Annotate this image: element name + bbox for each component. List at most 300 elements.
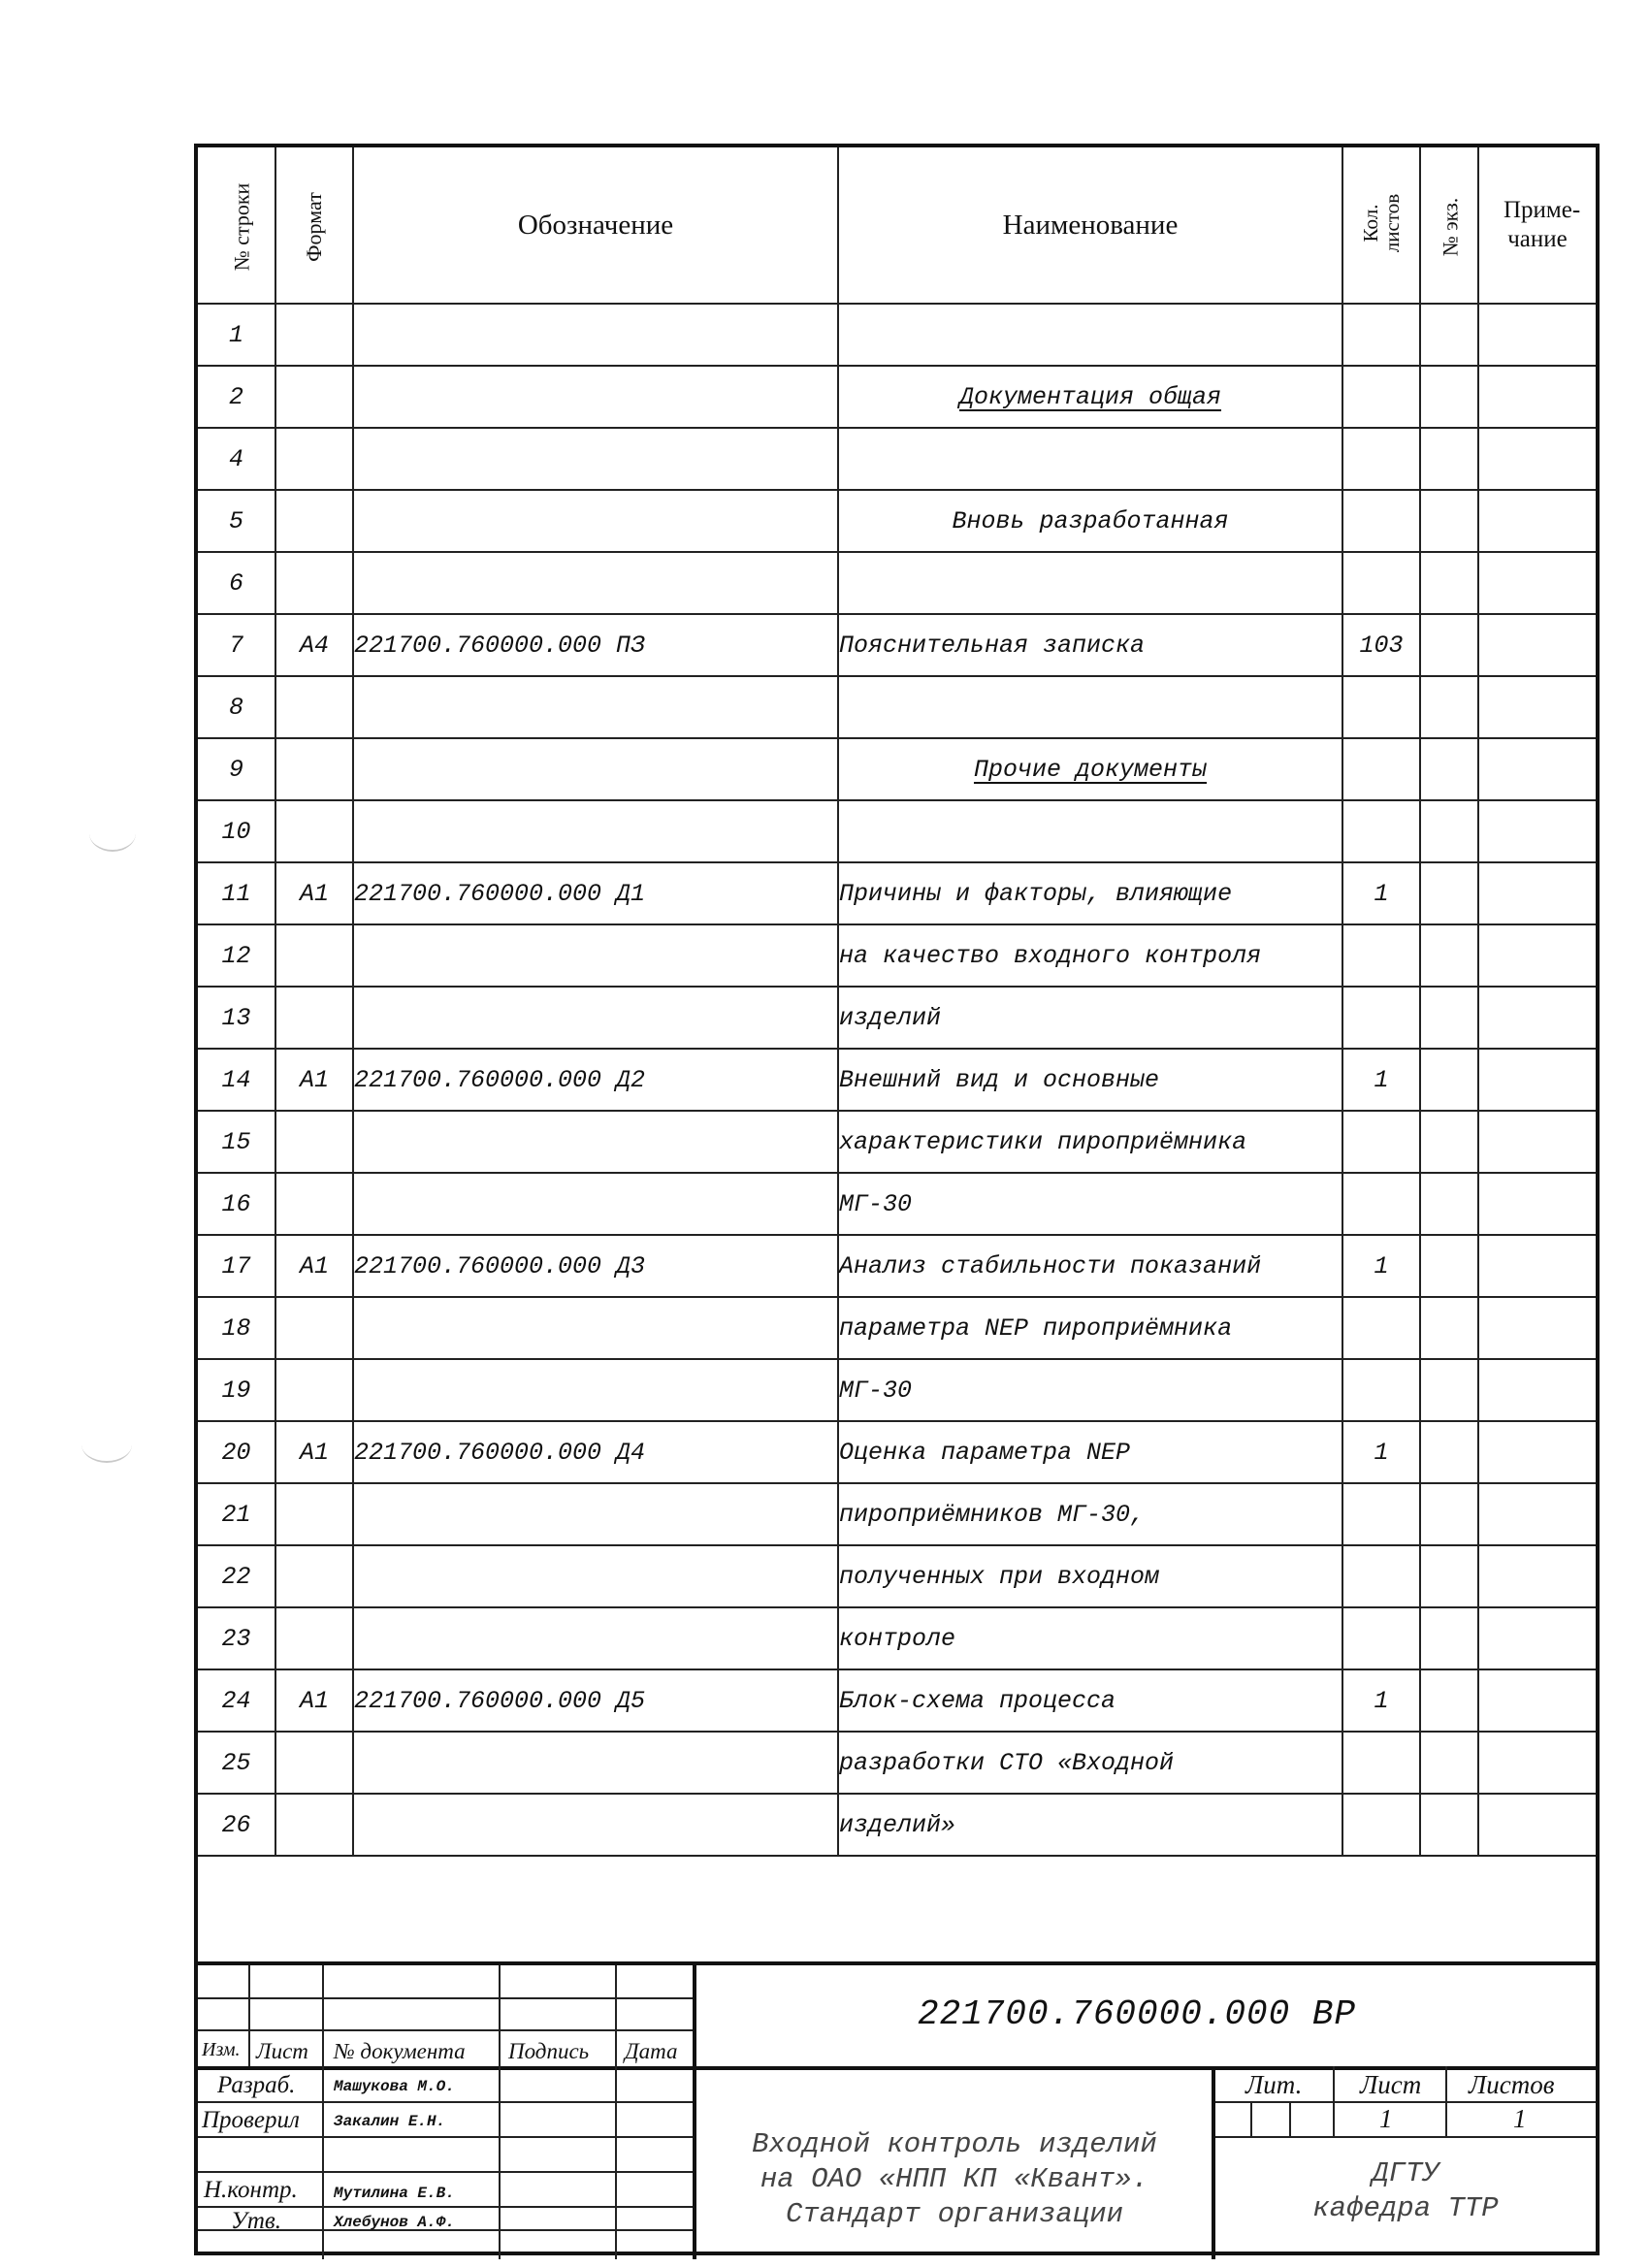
table-row xyxy=(198,800,1596,862)
copy-no-cell xyxy=(1420,366,1478,428)
designation-cell xyxy=(353,1359,838,1421)
note-cell xyxy=(1478,1297,1596,1359)
table-row xyxy=(198,1483,1596,1545)
row-number-cell xyxy=(198,490,275,552)
copy-no-cell xyxy=(1420,1297,1478,1359)
col-sign-label: Подпись xyxy=(508,2039,590,2063)
row-number-cell xyxy=(198,1297,275,1359)
format-cell xyxy=(275,738,353,800)
name-cell xyxy=(838,1732,1342,1794)
note-cell xyxy=(1478,1794,1596,1856)
name-text: Оценка параметра NEP xyxy=(839,1438,1131,1467)
row-number-text: 15 xyxy=(221,1127,251,1156)
format-cell xyxy=(275,1235,353,1297)
name-cell xyxy=(838,366,1342,428)
format-cell xyxy=(275,1545,353,1607)
row-number-cell xyxy=(198,1421,275,1483)
row-number-text: 25 xyxy=(221,1748,251,1777)
table-row xyxy=(198,987,1596,1049)
name-cell xyxy=(838,552,1342,614)
row-number-cell xyxy=(198,366,275,428)
copy-no-cell xyxy=(1420,1607,1478,1669)
sheet-count-text: 1 xyxy=(1374,879,1389,908)
name-cell xyxy=(838,1235,1342,1297)
designation-cell xyxy=(353,862,838,924)
format-text: А1 xyxy=(299,1438,329,1467)
note-cell xyxy=(1478,1607,1596,1669)
table-row xyxy=(198,428,1596,490)
designation-cell xyxy=(353,738,838,800)
row-number-cell xyxy=(198,1732,275,1794)
row-number-cell xyxy=(198,304,275,366)
prover-label: Проверил xyxy=(202,2107,300,2133)
name-text: параметра NEP пироприёмника xyxy=(839,1313,1233,1343)
designation-cell xyxy=(353,1607,838,1669)
designation-text: 221700.760000.000 ПЗ xyxy=(354,631,646,660)
row-number-cell xyxy=(198,1669,275,1732)
note-cell xyxy=(1478,924,1596,987)
designation-text: 221700.760000.000 Д5 xyxy=(354,1686,646,1715)
designation-cell xyxy=(353,924,838,987)
header-format: Формат xyxy=(275,147,353,304)
note-cell xyxy=(1478,304,1596,366)
row-number-text: 12 xyxy=(221,941,251,970)
table-row xyxy=(198,490,1596,552)
designation-text: 221700.760000.000 Д3 xyxy=(354,1251,646,1280)
sheet-count-cell xyxy=(1342,1669,1420,1732)
copy-no-cell xyxy=(1420,1421,1478,1483)
title-block xyxy=(198,1961,1596,2255)
row-number-text: 23 xyxy=(221,1624,251,1653)
copy-no-cell xyxy=(1420,1235,1478,1297)
row-number-text: 9 xyxy=(228,755,243,784)
designation-text: 221700.760000.000 Д2 xyxy=(354,1065,646,1094)
table-row xyxy=(198,1173,1596,1235)
copy-no-cell xyxy=(1420,1173,1478,1235)
format-cell xyxy=(275,676,353,738)
format-cell xyxy=(275,1794,353,1856)
sheet-count-cell xyxy=(1342,738,1420,800)
row-number-text: 22 xyxy=(221,1562,251,1591)
row-number-text: 26 xyxy=(221,1810,251,1839)
nkontr-name: Мутилина Е.В. xyxy=(334,2185,455,2202)
format-cell xyxy=(275,1297,353,1359)
name-text: Прочие документы xyxy=(973,755,1208,784)
designation-cell xyxy=(353,552,838,614)
sheet-count-cell xyxy=(1342,1173,1420,1235)
row-number-cell xyxy=(198,614,275,676)
format-cell xyxy=(275,304,353,366)
format-text: А1 xyxy=(299,1065,329,1094)
note-cell xyxy=(1478,1483,1596,1545)
note-cell xyxy=(1478,738,1596,800)
copy-no-cell xyxy=(1420,987,1478,1049)
sheet-count-cell xyxy=(1342,428,1420,490)
header-note: Приме- чание xyxy=(1478,147,1596,304)
copy-no-cell xyxy=(1420,614,1478,676)
note-cell xyxy=(1478,552,1596,614)
table-row xyxy=(198,1545,1596,1607)
format-cell xyxy=(275,490,353,552)
name-cell xyxy=(838,924,1342,987)
utv-label: Утв. xyxy=(231,2208,281,2234)
name-cell xyxy=(838,1049,1342,1111)
copy-no-cell xyxy=(1420,924,1478,987)
table-row xyxy=(198,1235,1596,1297)
name-cell xyxy=(838,1297,1342,1359)
sheet-value: 1 xyxy=(1379,2104,1393,2133)
sheet-count-cell xyxy=(1342,862,1420,924)
designation-cell xyxy=(353,1483,838,1545)
sheet-count-cell xyxy=(1342,1359,1420,1421)
name-cell xyxy=(838,862,1342,924)
row-number-text: 6 xyxy=(228,568,243,598)
row-number-cell xyxy=(198,552,275,614)
name-cell xyxy=(838,428,1342,490)
note-cell xyxy=(1478,676,1596,738)
sheet-count-cell xyxy=(1342,366,1420,428)
format-cell xyxy=(275,1483,353,1545)
name-cell xyxy=(838,1421,1342,1483)
designation-cell xyxy=(353,614,838,676)
name-cell xyxy=(838,1794,1342,1856)
row-number-text: 7 xyxy=(228,631,243,660)
note-cell xyxy=(1478,1359,1596,1421)
name-text: Пояснительная записка xyxy=(839,631,1146,660)
row-number-text: 1 xyxy=(228,320,243,349)
name-text: на качество входного контроля xyxy=(839,941,1262,970)
header-designation: Обозначение xyxy=(353,147,838,304)
format-cell xyxy=(275,428,353,490)
name-text: Внешний вид и основные xyxy=(839,1065,1160,1094)
sheet-count-text: 1 xyxy=(1374,1065,1389,1094)
row-number-text: 14 xyxy=(221,1065,251,1094)
table-row xyxy=(198,1359,1596,1421)
row-number-text: 5 xyxy=(228,506,243,535)
note-cell xyxy=(1478,1111,1596,1173)
row-number-cell xyxy=(198,1607,275,1669)
designation-cell xyxy=(353,304,838,366)
name-text: Причины и факторы, влияющие xyxy=(839,879,1233,908)
note-cell xyxy=(1478,1049,1596,1111)
format-cell xyxy=(275,924,353,987)
table-row xyxy=(198,552,1596,614)
sheet-count-text: 1 xyxy=(1374,1438,1389,1467)
copy-no-cell xyxy=(1420,1669,1478,1732)
name-cell xyxy=(838,490,1342,552)
name-text: МГ-30 xyxy=(839,1376,913,1405)
sheet-count-cell xyxy=(1342,1794,1420,1856)
col-izm-label: Изм. xyxy=(202,2039,241,2060)
format-cell xyxy=(275,987,353,1049)
prover-name: Закалин Е.Н. xyxy=(334,2113,446,2130)
header-row-no: № строки xyxy=(198,147,275,304)
sheet-count-cell xyxy=(1342,1111,1420,1173)
table-row xyxy=(198,614,1596,676)
row-number-cell xyxy=(198,924,275,987)
name-cell xyxy=(838,1359,1342,1421)
format-cell xyxy=(275,1607,353,1669)
sheet-count-cell xyxy=(1342,1049,1420,1111)
format-cell xyxy=(275,1173,353,1235)
name-text: Документация общая xyxy=(958,382,1222,411)
format-cell xyxy=(275,1669,353,1732)
note-cell xyxy=(1478,1235,1596,1297)
note-cell xyxy=(1478,862,1596,924)
punch-hole-mark xyxy=(89,815,136,852)
sheet-count-cell xyxy=(1342,1421,1420,1483)
row-number-cell xyxy=(198,1794,275,1856)
note-cell xyxy=(1478,1173,1596,1235)
designation-cell xyxy=(353,1732,838,1794)
designation-cell xyxy=(353,800,838,862)
row-number-text: 24 xyxy=(221,1686,251,1715)
name-text: изделий xyxy=(839,1003,942,1032)
table-row xyxy=(198,1732,1596,1794)
copy-no-cell xyxy=(1420,862,1478,924)
table-row xyxy=(198,676,1596,738)
name-cell xyxy=(838,800,1342,862)
name-cell xyxy=(838,1669,1342,1732)
designation-cell xyxy=(353,1421,838,1483)
designation-text: 221700.760000.000 Д4 xyxy=(354,1438,646,1467)
name-text: пироприёмников МГ-30, xyxy=(839,1500,1146,1529)
format-cell xyxy=(275,1111,353,1173)
row-number-cell xyxy=(198,1173,275,1235)
sheet-count-cell xyxy=(1342,1297,1420,1359)
lit-label: Лит. xyxy=(1245,2070,1303,2099)
copy-no-cell xyxy=(1420,1483,1478,1545)
note-cell xyxy=(1478,366,1596,428)
row-number-text: 20 xyxy=(221,1438,251,1467)
row-number-text: 11 xyxy=(221,879,251,908)
row-number-cell xyxy=(198,1111,275,1173)
note-cell xyxy=(1478,428,1596,490)
table-row xyxy=(198,1669,1596,1732)
designation-cell xyxy=(353,1794,838,1856)
sheet-count-cell xyxy=(1342,924,1420,987)
designation-cell xyxy=(353,1173,838,1235)
name-text: Вновь разработанная xyxy=(952,506,1229,535)
name-cell xyxy=(838,1173,1342,1235)
row-number-cell xyxy=(198,1545,275,1607)
copy-no-cell xyxy=(1420,490,1478,552)
name-cell xyxy=(838,1483,1342,1545)
sheet-count-cell xyxy=(1342,614,1420,676)
format-text: А1 xyxy=(299,879,329,908)
row-number-cell xyxy=(198,738,275,800)
row-number-text: 16 xyxy=(221,1189,251,1218)
designation-cell xyxy=(353,366,838,428)
row-number-cell xyxy=(198,800,275,862)
row-number-text: 13 xyxy=(221,1003,251,1032)
designation-cell xyxy=(353,1111,838,1173)
designation-cell xyxy=(353,1545,838,1607)
format-text: А1 xyxy=(299,1251,329,1280)
note-cell xyxy=(1478,1669,1596,1732)
sheet-count-cell xyxy=(1342,800,1420,862)
row-number-text: 21 xyxy=(221,1500,251,1529)
note-cell xyxy=(1478,800,1596,862)
format-cell xyxy=(275,366,353,428)
table-row xyxy=(198,366,1596,428)
copy-no-cell xyxy=(1420,1545,1478,1607)
copy-no-cell xyxy=(1420,1359,1478,1421)
name-text: разработки СТО «Входной xyxy=(839,1748,1175,1777)
format-cell xyxy=(275,1049,353,1111)
row-number-text: 8 xyxy=(228,693,243,722)
row-number-cell xyxy=(198,987,275,1049)
note-cell xyxy=(1478,1545,1596,1607)
copy-no-cell xyxy=(1420,800,1478,862)
row-number-text: 4 xyxy=(228,444,243,473)
designation-cell xyxy=(353,1297,838,1359)
row-number-cell xyxy=(198,676,275,738)
nkontr-label: Н.контр. xyxy=(204,2177,298,2203)
row-number-cell xyxy=(198,862,275,924)
name-cell xyxy=(838,738,1342,800)
row-number-text: 19 xyxy=(221,1376,251,1405)
organization-line-2: кафедра ТТР xyxy=(1312,2192,1499,2224)
name-text: контроле xyxy=(839,1624,956,1653)
format-cell xyxy=(275,552,353,614)
designation-cell xyxy=(353,1669,838,1732)
name-cell xyxy=(838,1111,1342,1173)
table-row xyxy=(198,1421,1596,1483)
row-number-text: 18 xyxy=(221,1313,251,1343)
designation-cell xyxy=(353,490,838,552)
designation-cell xyxy=(353,676,838,738)
format-cell xyxy=(275,614,353,676)
table-row xyxy=(198,1049,1596,1111)
name-cell xyxy=(838,614,1342,676)
format-text: А4 xyxy=(299,631,329,660)
sheet-count-cell xyxy=(1342,1483,1420,1545)
sheet-count-cell xyxy=(1342,1732,1420,1794)
sheet-label: Лист xyxy=(1360,2070,1422,2099)
sheet-count-cell xyxy=(1342,676,1420,738)
document-title-line-1: Входной контроль изделий xyxy=(752,2128,1157,2160)
row-number-cell xyxy=(198,1483,275,1545)
copy-no-cell xyxy=(1420,1049,1478,1111)
name-text: Анализ стабильности показаний xyxy=(839,1251,1262,1280)
col-list-label: Лист xyxy=(256,2039,308,2063)
note-cell xyxy=(1478,987,1596,1049)
name-cell xyxy=(838,1545,1342,1607)
note-cell xyxy=(1478,490,1596,552)
name-text: полученных при входном xyxy=(839,1562,1160,1591)
format-cell xyxy=(275,1359,353,1421)
copy-no-cell xyxy=(1420,1732,1478,1794)
format-cell xyxy=(275,862,353,924)
sheet-count-cell xyxy=(1342,552,1420,614)
name-text: изделий» xyxy=(839,1810,956,1839)
row-number-cell xyxy=(198,1049,275,1111)
sheet-count-text: 1 xyxy=(1374,1251,1389,1280)
organization-line-1: ДГТУ xyxy=(1372,2157,1439,2189)
note-cell xyxy=(1478,1732,1596,1794)
copy-no-cell xyxy=(1420,552,1478,614)
format-cell xyxy=(275,800,353,862)
table-header xyxy=(198,147,1596,304)
designation-cell xyxy=(353,987,838,1049)
designation-cell xyxy=(353,1235,838,1297)
name-cell xyxy=(838,676,1342,738)
document-code: 221700.760000.000 ВР xyxy=(918,1994,1357,2034)
razrab-label: Разраб. xyxy=(217,2072,296,2098)
punch-hole-mark xyxy=(81,1426,132,1463)
table-row xyxy=(198,1297,1596,1359)
sheet-count-cell xyxy=(1342,1235,1420,1297)
copy-no-cell xyxy=(1420,1111,1478,1173)
row-number-text: 17 xyxy=(221,1251,251,1280)
copy-no-cell xyxy=(1420,676,1478,738)
copy-no-cell xyxy=(1420,304,1478,366)
specification-table xyxy=(198,147,1596,1857)
format-text: А1 xyxy=(299,1686,329,1715)
table-row xyxy=(198,1607,1596,1669)
sheet-count-cell xyxy=(1342,987,1420,1049)
sheet-count-text: 103 xyxy=(1359,631,1404,660)
header-sheets: Кол. листов xyxy=(1342,147,1420,304)
name-cell xyxy=(838,1607,1342,1669)
table-row xyxy=(198,924,1596,987)
format-cell xyxy=(275,1421,353,1483)
sheet-count-text: 1 xyxy=(1374,1686,1389,1715)
table-row xyxy=(198,862,1596,924)
sheets-label: Листов xyxy=(1469,2070,1555,2099)
sheets-value: 1 xyxy=(1513,2104,1527,2133)
sheet-count-cell xyxy=(1342,1545,1420,1607)
row-number-text: 2 xyxy=(228,382,243,411)
copy-no-cell xyxy=(1420,738,1478,800)
razrab-name: Машукова М.О. xyxy=(334,2078,455,2095)
table-row xyxy=(198,738,1596,800)
name-text: характеристики пироприёмника xyxy=(839,1127,1247,1156)
note-cell xyxy=(1478,1421,1596,1483)
note-cell xyxy=(1478,614,1596,676)
header-name: Наименование xyxy=(838,147,1342,304)
name-cell xyxy=(838,304,1342,366)
row-number-cell xyxy=(198,1235,275,1297)
sheet-count-cell xyxy=(1342,304,1420,366)
row-number-text: 10 xyxy=(221,817,251,846)
designation-text: 221700.760000.000 Д1 xyxy=(354,879,646,908)
header-copy-no: № экз. xyxy=(1420,147,1478,304)
document-title-line-2: на ОАО «НПП КП «Квант». xyxy=(760,2163,1149,2195)
col-date-label: Дата xyxy=(625,2039,678,2063)
name-text: Блок-схема процесса xyxy=(839,1686,1116,1715)
sheet-count-cell xyxy=(1342,1607,1420,1669)
name-cell xyxy=(838,987,1342,1049)
col-doc-label: № документа xyxy=(334,2039,466,2063)
row-number-cell xyxy=(198,428,275,490)
row-number-cell xyxy=(198,1359,275,1421)
designation-cell xyxy=(353,1049,838,1111)
designation-cell xyxy=(353,428,838,490)
table-row xyxy=(198,1794,1596,1856)
copy-no-cell xyxy=(1420,1794,1478,1856)
document-title-line-3: Стандарт организации xyxy=(785,2198,1124,2230)
table-row xyxy=(198,304,1596,366)
utv-name: Хлебунов А.Ф. xyxy=(334,2214,455,2231)
sheet-count-cell xyxy=(1342,490,1420,552)
table-row xyxy=(198,1111,1596,1173)
document-frame xyxy=(194,144,1600,2255)
copy-no-cell xyxy=(1420,428,1478,490)
format-cell xyxy=(275,1732,353,1794)
name-text: МГ-30 xyxy=(839,1189,913,1218)
